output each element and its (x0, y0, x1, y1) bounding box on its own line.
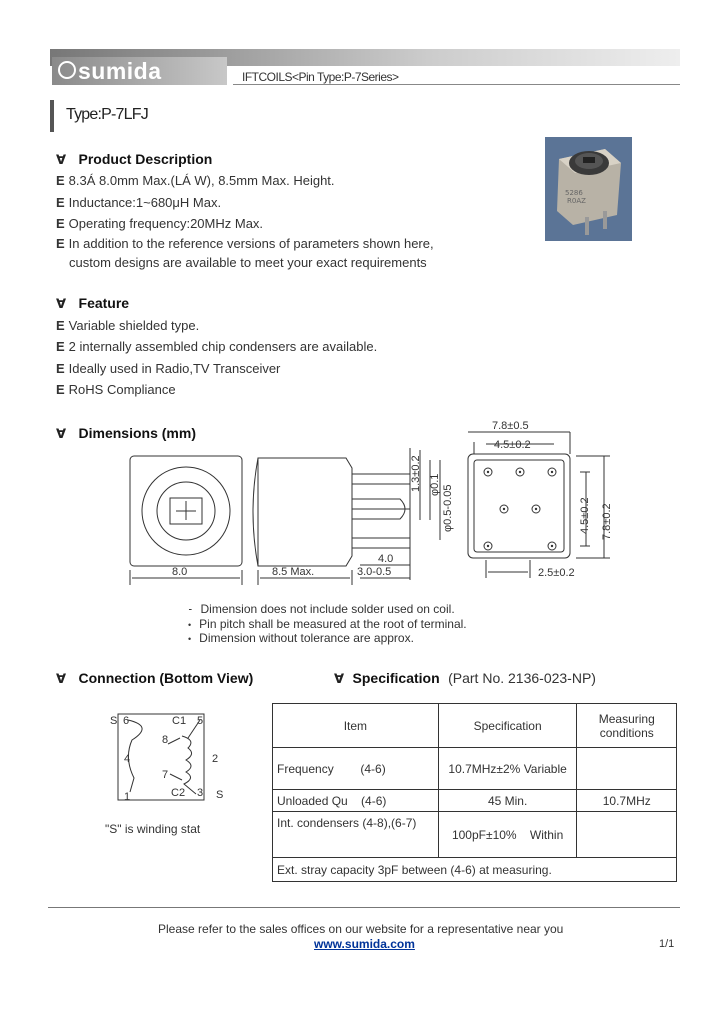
specification-part-no: (Part No. 2136-023-NP) (448, 670, 596, 686)
pin-1-label: 1 (124, 791, 131, 803)
table-cell: 100pF±10% Within (438, 812, 577, 858)
table-cell: Frequency (4-6) (273, 748, 439, 790)
dim-pin-length2-label: 3.0-0.5 (357, 566, 392, 578)
table-header-row (273, 704, 677, 748)
list-item: E 8.3Á 8.0mm Max.(LÁ W), 8.5mm Max. Height. (56, 173, 335, 188)
section-bullet-icon: ∀ (334, 671, 345, 686)
connection-caption: "S" is winding stat (105, 822, 201, 836)
page-number: 1/1 (659, 938, 675, 950)
table-cell: Int. condensers (4-8),(6-7) (273, 812, 439, 858)
dimension-note: • Dimension without tolerance are approx. (188, 631, 414, 645)
dim-pin-length-label: 4.0 (378, 553, 394, 565)
pin-6-label: 6 (123, 715, 130, 727)
section-bullet-icon: ∀ (56, 426, 67, 441)
feature-heading (56, 295, 129, 313)
dim-lead-b-label: φ0.1 (429, 473, 441, 496)
table-cell: Ext. stray capacity 3pF between (4-6) at measuring. (273, 858, 677, 882)
list-item-continuation: custom designs are available to meet your exact requirements (69, 255, 427, 270)
dimensions-title: Dimensions (mm) (78, 425, 196, 441)
list-item: E RoHS Compliance (56, 382, 176, 397)
section-bullet-icon: ∀ (56, 296, 67, 311)
specification-heading (334, 670, 596, 688)
column-header: Item (273, 704, 439, 748)
dim-right-label: 7.8±0.2 (601, 503, 613, 540)
pin-c2-label: C2 (171, 787, 186, 799)
dim-pitch-label: 2.5±0.2 (538, 567, 575, 579)
brand-logo: sumida (78, 58, 162, 84)
footer-divider (48, 907, 680, 908)
dim-height-label: 8.5 Max. (272, 566, 315, 578)
header-title: IFTCOILS<Pin Type:P-7Series> (242, 70, 399, 84)
type-label: Type:P-7LFJ (66, 106, 148, 123)
pin-c1-label: C1 (172, 715, 187, 727)
dim-lead-c-label: φ0.5-0.05 (442, 484, 454, 532)
list-item: E Inductance:1~680μH Max. (56, 195, 222, 210)
table-cell (577, 812, 677, 858)
product-description-heading (56, 151, 212, 169)
pin-5-label: 5 (197, 715, 204, 727)
table-row (273, 790, 677, 812)
svg-text:R0AZ: R0AZ (567, 197, 586, 205)
pin-2-label: 2 (212, 753, 219, 765)
table-cell: 45 Min. (438, 790, 577, 812)
svg-text:5286: 5286 (565, 189, 583, 197)
column-header: Measuring conditions (577, 704, 677, 748)
footer-text: Please refer to the sales offices on our website for a representative near you (158, 922, 564, 936)
table-cell: 10.7MHz±2% Variable (438, 748, 577, 790)
specification-title: Specification (352, 670, 440, 686)
type-accent-bar (50, 100, 54, 132)
pin-s-top-label: S (110, 715, 118, 727)
feature-title: Feature (78, 295, 130, 311)
dim-lead-a-label: 1.3±0.2 (410, 455, 422, 492)
dim-width-label: 8.0 (172, 566, 188, 578)
dim-top-inner-label: 4.5±0.2 (494, 439, 531, 451)
specification-table (272, 703, 677, 882)
dimension-drawing (110, 420, 620, 590)
table-row (273, 748, 677, 790)
product-photo (545, 137, 632, 241)
sumida-logo-icon (58, 61, 76, 79)
pin-3-label: 3 (197, 787, 204, 799)
connection-title: Connection (Bottom View) (78, 670, 254, 686)
product-description-title: Product Description (78, 151, 213, 167)
section-bullet-icon: ∀ (56, 152, 67, 167)
pin-7-label: 7 (162, 769, 169, 781)
dimension-note: ⁃ Dimension does not include solder used on coil. (188, 602, 455, 616)
dim-right-inner-label: 4.5±0.2 (579, 497, 591, 534)
connection-heading (56, 670, 253, 688)
column-header: Specification (438, 704, 577, 748)
table-row (273, 812, 677, 858)
list-item: E In addition to the reference versions of parameters shown here, (56, 236, 434, 251)
list-item: E Ideally used in Radio,TV Transceiver (56, 361, 281, 376)
pin-s-bottom-label: S (216, 789, 224, 801)
list-item: E Variable shielded type. (56, 318, 200, 333)
dimension-note: • Pin pitch shall be measured at the root of terminal. (188, 617, 467, 631)
table-row (273, 858, 677, 882)
table-cell: 10.7MHz (577, 790, 677, 812)
table-cell: Unloaded Qu (4-6) (273, 790, 439, 812)
header-divider (233, 84, 680, 85)
pin-4-label: 4 (124, 753, 131, 765)
list-item: E Operating frequency:20MHz Max. (56, 216, 264, 231)
pin-8-label: 8 (162, 734, 169, 746)
dim-top-label: 7.8±0.5 (492, 420, 529, 432)
table-cell (577, 748, 677, 790)
website-link[interactable]: www.sumida.com (314, 937, 415, 951)
list-item: E 2 internally assembled chip condensers are available. (56, 339, 378, 354)
connection-diagram (104, 708, 234, 808)
section-bullet-icon: ∀ (56, 671, 67, 686)
